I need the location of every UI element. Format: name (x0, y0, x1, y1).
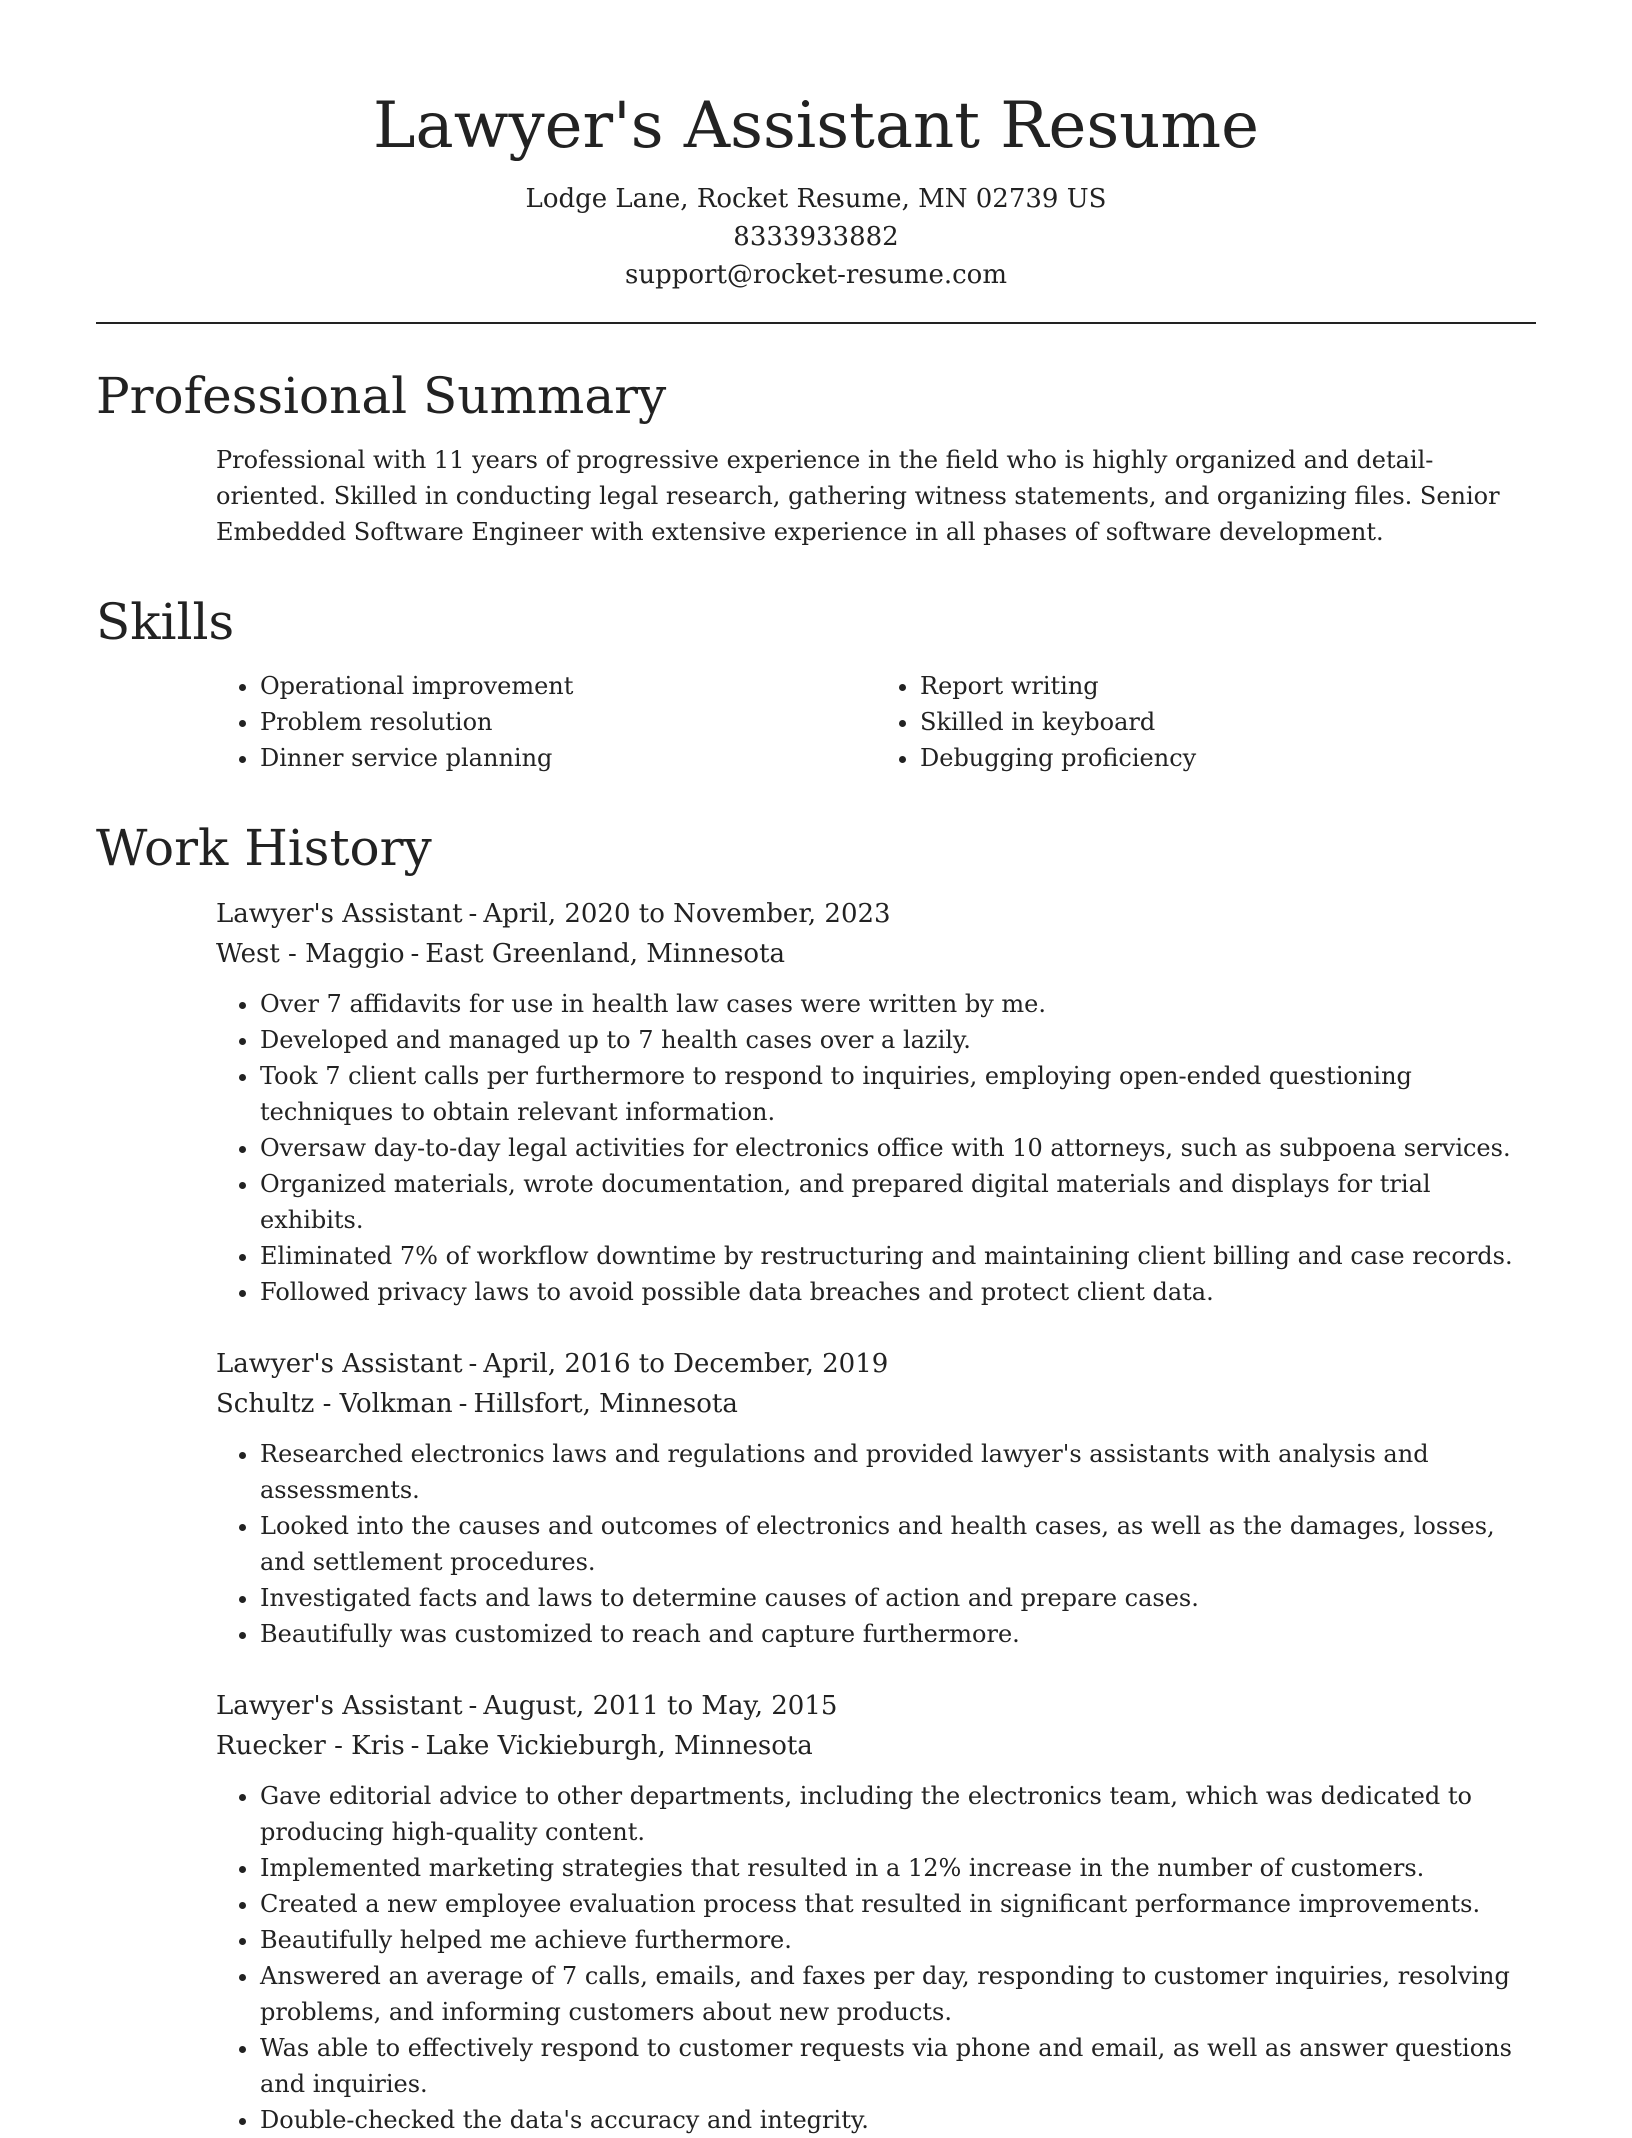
job-company-line: Ruecker - Kris - Lake Vickieburgh, Minnesota (216, 1731, 813, 1761)
job-role: Lawyer's Assistant (216, 1349, 463, 1379)
job-company: Ruecker - Kris (216, 1731, 405, 1761)
skills-heading: Skills (96, 593, 235, 651)
skill-item: • Skilled in keyboard (920, 704, 1536, 740)
job-bullets (216, 986, 1536, 1310)
job-bullet: • Implemented marketing strategies that resulted in a 12% increase in the number of customers. (260, 1850, 1536, 1886)
job-bullet: • Researched electronics laws and regulations and provided lawyer's assistants with analysis and assessments. (260, 1436, 1536, 1508)
job-bullet: • Followed privacy laws to avoid possible data breaches and protect client data. (260, 1274, 1536, 1310)
job-bullet: • Organized materials, wrote documentation, and prepared digital materials and displays for trial exhibits. (260, 1166, 1536, 1238)
skill-item: • Operational improvement (260, 668, 876, 704)
job-role: Lawyer's Assistant (216, 899, 463, 929)
resume-header (96, 0, 1536, 294)
job-company: West - Maggio (216, 939, 405, 969)
summary-heading: Professional Summary (96, 367, 667, 425)
job-bullet: • Developed and managed up to 7 health cases over a lazily. (260, 1022, 1536, 1058)
job-bullet: • Investigated facts and laws to determine causes of action and prepare cases. (260, 1580, 1536, 1616)
job-title-line: Lawyer's Assistant - August, 2011 to May, 2015 (216, 1691, 838, 1721)
job-entry (216, 1686, 1536, 2138)
job-bullet: • Created a new employee evaluation process that resulted in significant performance improvements. (260, 1886, 1536, 1922)
job-company-line: Schultz - Volkman - Hillsfort, Minnesota (216, 1389, 738, 1419)
job-location: Lake Vickieburgh, Minnesota (425, 1731, 813, 1761)
job-bullet: • Beautifully helped me achieve furthermore. (260, 1922, 1536, 1958)
phone: 8333933882 (733, 222, 899, 252)
job-bullet: • Took 7 client calls per furthermore to respond to inquiries, employing open-ended questioning techniques to obtain relevant information. (260, 1058, 1536, 1130)
job-location: East Greenland, Minnesota (425, 939, 786, 969)
job-bullets (216, 1778, 1536, 2138)
job-dates: April, 2020 to November, 2023 (483, 899, 891, 929)
job-title-line: Lawyer's Assistant - April, 2016 to December, 2019 (216, 1349, 889, 1379)
job-entry (216, 1344, 1536, 1652)
summary-text: Professional with 11 years of progressive experience in the field who is highly organized and detail-oriented. Skilled in conducting legal research, gathering witness statements, and organizing files. Senior Embedded Software Engineer with extensive experience in all phases of software development. (216, 446, 1500, 546)
job-bullets (216, 1436, 1536, 1652)
work-history-heading: Work History (96, 819, 432, 877)
email: support@rocket-resume.com (624, 260, 1007, 290)
job-bullet: • Double-checked the data's accuracy and integrity. (260, 2102, 1536, 2138)
resume-title: Lawyer's Assistant Resume (373, 89, 1259, 163)
skills-section (216, 668, 1536, 776)
job-bullet: • Beautifully was customized to reach and capture furthermore. (260, 1616, 1536, 1652)
job-company: Schultz - Volkman (216, 1389, 453, 1419)
job-bullet: • Answered an average of 7 calls, emails, and faxes per day, responding to customer inquiries, resolving problems, and informing customers about new products. (260, 1958, 1536, 2030)
skills-list-right (876, 668, 1536, 776)
job-dates: August, 2011 to May, 2015 (483, 1691, 838, 1721)
job-bullet: • Eliminated 7% of workflow downtime by restructuring and maintaining client billing and case records. (260, 1238, 1536, 1274)
job-role: Lawyer's Assistant (216, 1691, 463, 1721)
skill-item: • Problem resolution (260, 704, 876, 740)
skill-item: • Report writing (920, 668, 1536, 704)
job-dates: April, 2016 to December, 2019 (483, 1349, 889, 1379)
job-company-line: West - Maggio - East Greenland, Minnesota (216, 939, 786, 969)
job-title-line: Lawyer's Assistant - April, 2020 to November, 2023 (216, 899, 891, 929)
skill-item: • Debugging proficiency (920, 740, 1536, 776)
skills-list-left (216, 668, 876, 776)
header-divider (96, 322, 1536, 324)
job-entry (216, 894, 1536, 1310)
job-bullet: • Over 7 affidavits for use in health law cases were written by me. (260, 986, 1536, 1022)
job-bullet: • Looked into the causes and outcomes of electronics and health cases, as well as the damages, losses, and settlement procedures. (260, 1508, 1536, 1580)
job-location: Hillsfort, Minnesota (473, 1389, 738, 1419)
address: Lodge Lane, Rocket Resume, MN 02739 US (525, 184, 1107, 214)
job-bullet: • Was able to effectively respond to customer requests via phone and email, as well as answer questions and inquiries. (260, 2030, 1536, 2102)
contact-info (96, 180, 1536, 294)
job-bullet: • Oversaw day-to-day legal activities for electronics office with 10 attorneys, such as subpoena services. (260, 1130, 1536, 1166)
skill-item: • Dinner service planning (260, 740, 876, 776)
summary-section (216, 442, 1536, 550)
job-bullet: • Gave editorial advice to other departments, including the electronics team, which was dedicated to producing high-quality content. (260, 1778, 1536, 1850)
